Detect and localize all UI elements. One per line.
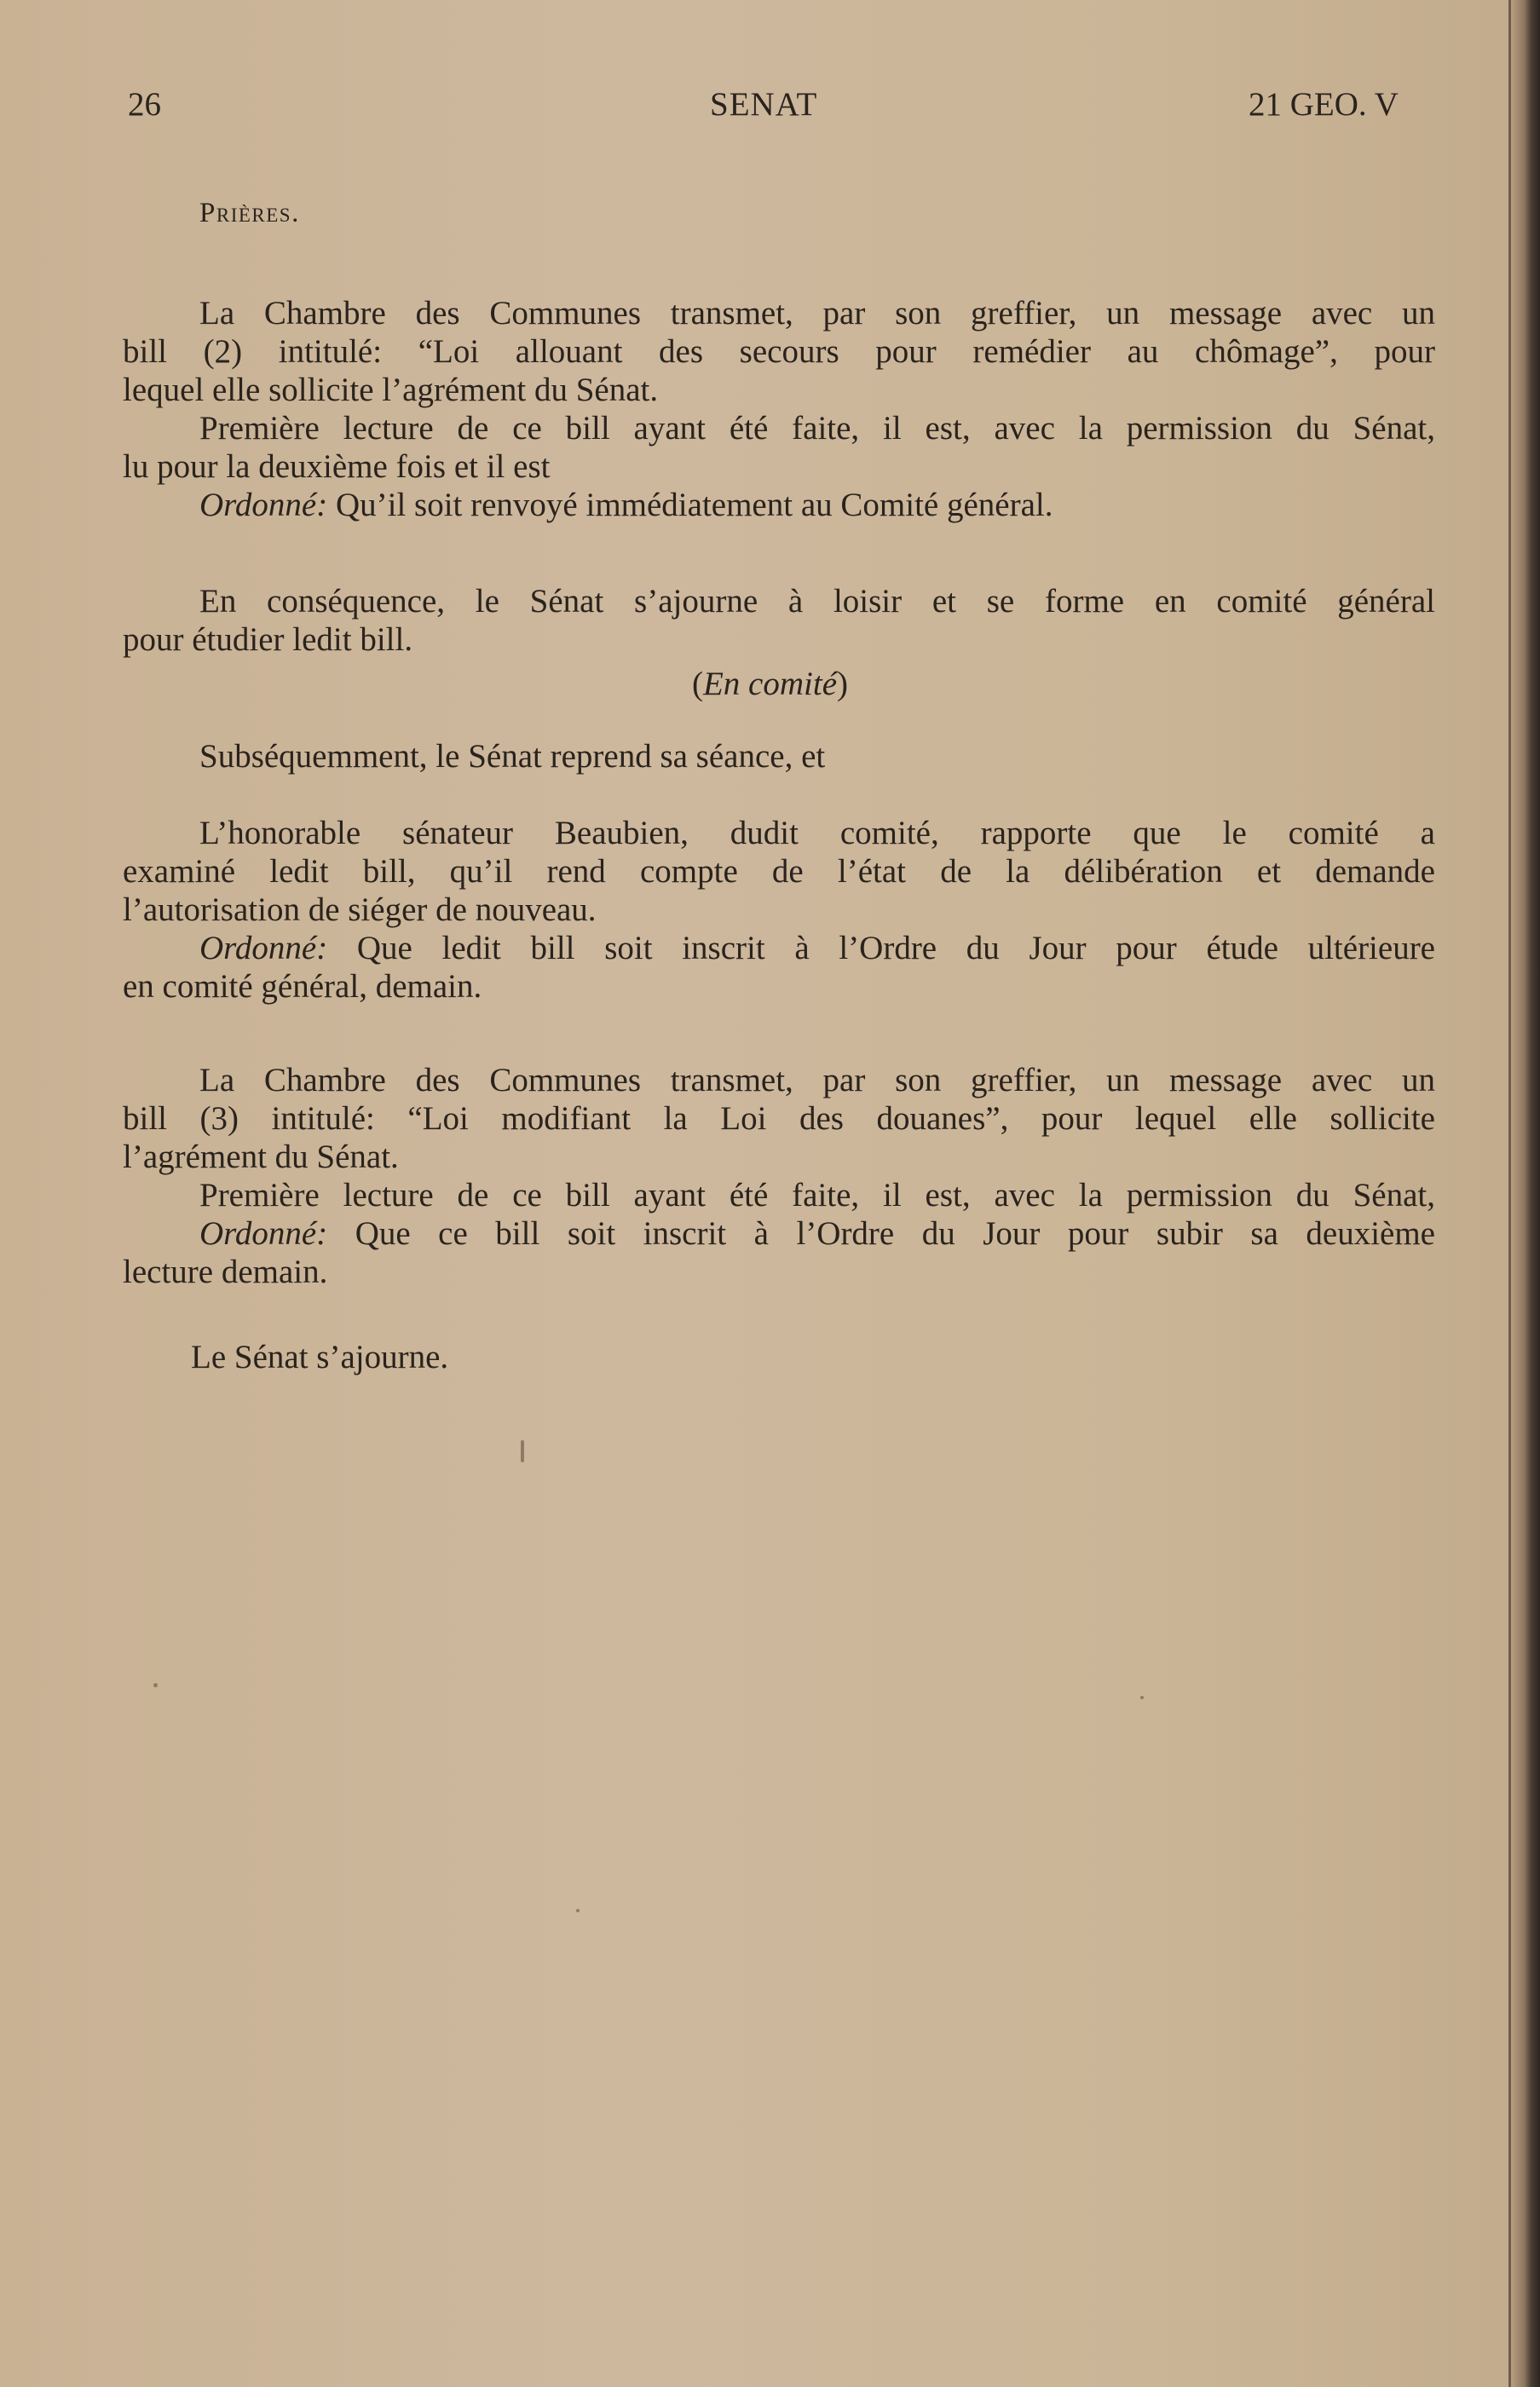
paren-close: ) <box>837 666 849 702</box>
section-heading-prieres: Prières. <box>199 198 300 228</box>
text-line: lequel elle sollicite l’agrément du Sénat. <box>123 372 659 408</box>
text-line: En conséquence, le Sénat s’ajourne à loisir et se forme en comité général <box>199 583 1435 620</box>
paper-mark <box>521 1440 524 1462</box>
paragraph-senate-adjourns-to-committee <box>123 582 1435 659</box>
paragraph-first-reading-bill-2 <box>123 409 1435 486</box>
text-line: lecture demain. <box>123 1254 328 1290</box>
text-line: en comité général, demain. <box>123 968 482 1005</box>
text-line: Première lecture de ce bill ayant été faite, il est, avec la permission du Sénat, <box>199 410 1435 447</box>
text-line: bill (2) intitulé: “Loi allouant des secours pour remédier au chômage”, pour <box>123 333 1435 370</box>
paper-speck <box>1140 1696 1144 1699</box>
paragraph-first-reading-bill-3 <box>123 1176 1435 1214</box>
paragraph-senate-resumes: Subséquemment, le Sénat reprend sa séance, et <box>199 738 826 775</box>
order-text: Que ce bill soit inscrit à l’Ordre du Jour pour subir sa deuxième <box>327 1215 1435 1252</box>
paper-speck <box>576 1909 580 1912</box>
order-label: Ordonné: <box>199 1215 328 1252</box>
text-line: l’agrément du Sénat. <box>123 1139 399 1175</box>
paper-speck <box>153 1683 158 1687</box>
in-committee-label: En comité <box>702 666 838 702</box>
order-second-reading <box>123 1214 1435 1291</box>
text-line: bill (3) intitulé: “Loi modifiant la Loi des douanes”, pour lequel elle sollicite <box>123 1100 1435 1137</box>
order-further-study <box>123 929 1435 1006</box>
paragraph-message-bill-3 <box>123 1061 1435 1176</box>
in-committee-heading <box>0 665 1540 703</box>
committee-report-block <box>123 814 1435 1006</box>
order-text: Qu’il soit renvoyé immédiatement au Comité général. <box>327 487 1053 523</box>
page-number: 26 <box>128 86 161 123</box>
page-binding-edge <box>1511 0 1540 2387</box>
text-line: examiné ledit bill, qu’il rend compte de l’état de la délibération et demande <box>123 853 1435 890</box>
order-label: Ordonné: <box>199 487 328 523</box>
volume-reference: 21 GEO. V <box>1249 86 1399 123</box>
order-text: Que ledit bill soit inscrit à l’Ordre du Jour pour étude ultérieure <box>327 930 1435 966</box>
resume-sitting-block <box>123 737 1435 775</box>
text-line: L’honorable sénateur Beaubien, dudit comité, rapporte que le comité a <box>199 815 1435 851</box>
order-referred-to-committee <box>123 486 1435 524</box>
paren-open: ( <box>691 666 703 702</box>
message-bill-3-block <box>123 1061 1435 1291</box>
text-line: La Chambre des Communes transmet, par son greffier, un message avec un <box>199 295 1435 332</box>
text-line: l’autorisation de siéger de nouveau. <box>123 891 597 928</box>
running-title: SENAT <box>710 86 818 123</box>
text-line: La Chambre des Communes transmet, par son greffier, un message avec un <box>199 1062 1435 1098</box>
senate-adjourns: Le Sénat s’ajourne. <box>191 1339 449 1375</box>
text-line: Première lecture de ce bill ayant été faite, il est, avec la permission du Sénat, <box>199 1177 1435 1214</box>
text-line: pour étudier ledit bill. <box>123 621 413 658</box>
paragraph-committee-report <box>123 814 1435 929</box>
message-bill-2-block <box>123 294 1435 524</box>
committee-of-whole-block <box>123 582 1435 659</box>
order-label: Ordonné: <box>199 930 328 966</box>
text-line: lu pour la deuxième fois et il est <box>123 448 551 485</box>
running-header <box>0 85 1540 136</box>
paragraph-message-bill-2 <box>123 294 1435 409</box>
